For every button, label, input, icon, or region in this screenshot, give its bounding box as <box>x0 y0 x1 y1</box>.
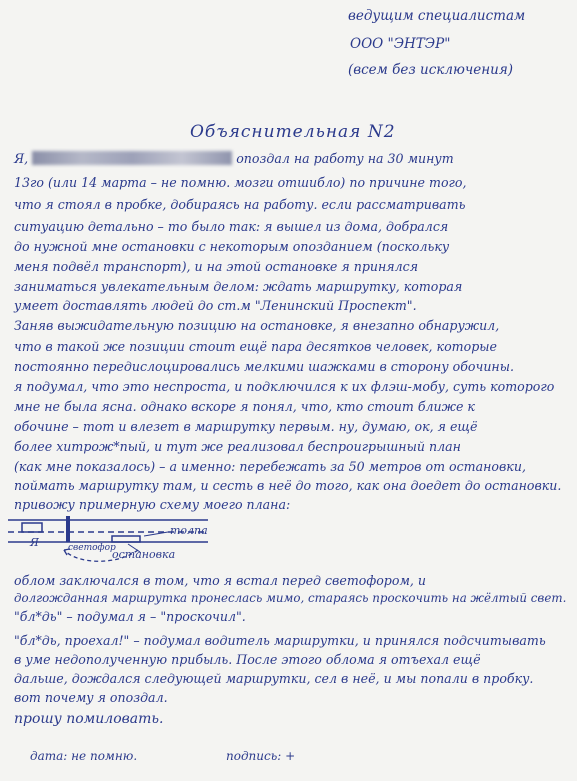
body-line-13: обочине – тот и влезет в маршрутку первым. ну, думаю, ок, я ещё <box>14 419 478 434</box>
crowd-pointer <box>144 532 168 536</box>
closing-line-4: в уме недополученную прибыль. После этого облома я отъехал ещё <box>14 652 481 667</box>
minibus-icon <box>22 523 42 532</box>
addressee-line-1: ведущим специалистам <box>348 8 526 24</box>
diagram-label-crowd: толпа <box>170 524 208 537</box>
diagram-label-traffic-light: светофор <box>68 543 116 553</box>
body-line-4: до нужной мне остановки с некоторым опозданием (поскольку <box>14 239 450 254</box>
body-line-9: что в такой же позиции стоит ещё пара десятков человек, которые <box>14 339 497 354</box>
body-line-5: меня подвёл транспорт), и на этой остановке я принялся <box>14 259 419 274</box>
closing-line-1: долгожданная маршрутка пронеслась мимо, стараясь проскочить на жёлтый свет. <box>14 591 567 605</box>
plan-diagram <box>8 510 308 570</box>
closing-line-2: "бл*дь" – подумал я – "проскочил". <box>14 609 246 624</box>
closing-line-3: "бл*дь, проехал!" – подумал водитель маршрутки, и принялся подсчитывать <box>14 633 546 648</box>
closing-line-6: вот почему я опоздал. <box>14 690 168 705</box>
body-line-15: (как мне показалось) – а именно: перебежать за 50 метров от остановки, <box>14 459 526 474</box>
body-line-11: я подумал, что это неспроста, и подключился к их флэш-мобу, суть которого <box>14 379 555 394</box>
document-title: Объяснительная N2 <box>190 122 396 142</box>
traffic-light-icon <box>66 516 70 542</box>
body-line-12: мне не была ясна. однако вскоре я понял, что, кто стоит ближе к <box>14 399 475 414</box>
date-field: дата: не помню. <box>30 749 138 763</box>
redacted-name <box>32 151 232 165</box>
bus-stop-icon <box>112 536 140 542</box>
body-line-8: Заняв выжидательную позицию на остановке, я внезапно обнаружил, <box>14 318 500 333</box>
closing-line-7: прошу помиловать. <box>14 711 164 727</box>
closing-line-5: дальше, дождался следующей маршрутки, сел в неё, и мы попали в пробку. <box>14 671 534 686</box>
body-line-3: ситуацию детально – то было так: я вышел из дома, добрался <box>14 219 449 234</box>
body-line-7: умеет доставлять людей до ст.м "Ленинский Проспект". <box>14 298 417 313</box>
body-line-2: что я стоял в пробке, добираясь на работу. если рассматривать <box>14 197 466 212</box>
body-line-16: поймать маршрутку там, и сесть в неё до того, как она доедет до остановки. <box>14 478 562 493</box>
signature-field: подпись: + <box>226 749 296 763</box>
addressee-line-3: (всем без исключения) <box>348 62 514 78</box>
body-line-1: 13го (или 14 марта – не помню. мозги отшибло) по причине того, <box>14 175 467 190</box>
body-line-6: заниматься увлекательным делом: ждать маршрутку, которая <box>14 279 463 294</box>
body-line-14: более хитрож*пый, и тут же реализовал беспроигрышный план <box>14 439 461 454</box>
body-line-0: Я, опоздал на работу на 30 минут <box>14 151 454 166</box>
addressee-line-2: ООО "ЭНТЭР" <box>350 36 451 52</box>
diagram-label-me: Я <box>30 536 39 549</box>
first-letter-I: Я, <box>14 151 29 166</box>
body-line-10: постоянно передислоцировались мелкими шажками в сторону обочины. <box>14 359 514 374</box>
body-line-17: привожу примерную схему моего плана: <box>14 497 291 512</box>
diagram-label-stop: остановка <box>112 548 176 561</box>
closing-line-0: облом заключался в том, что я встал перед светофором, и <box>14 573 427 588</box>
